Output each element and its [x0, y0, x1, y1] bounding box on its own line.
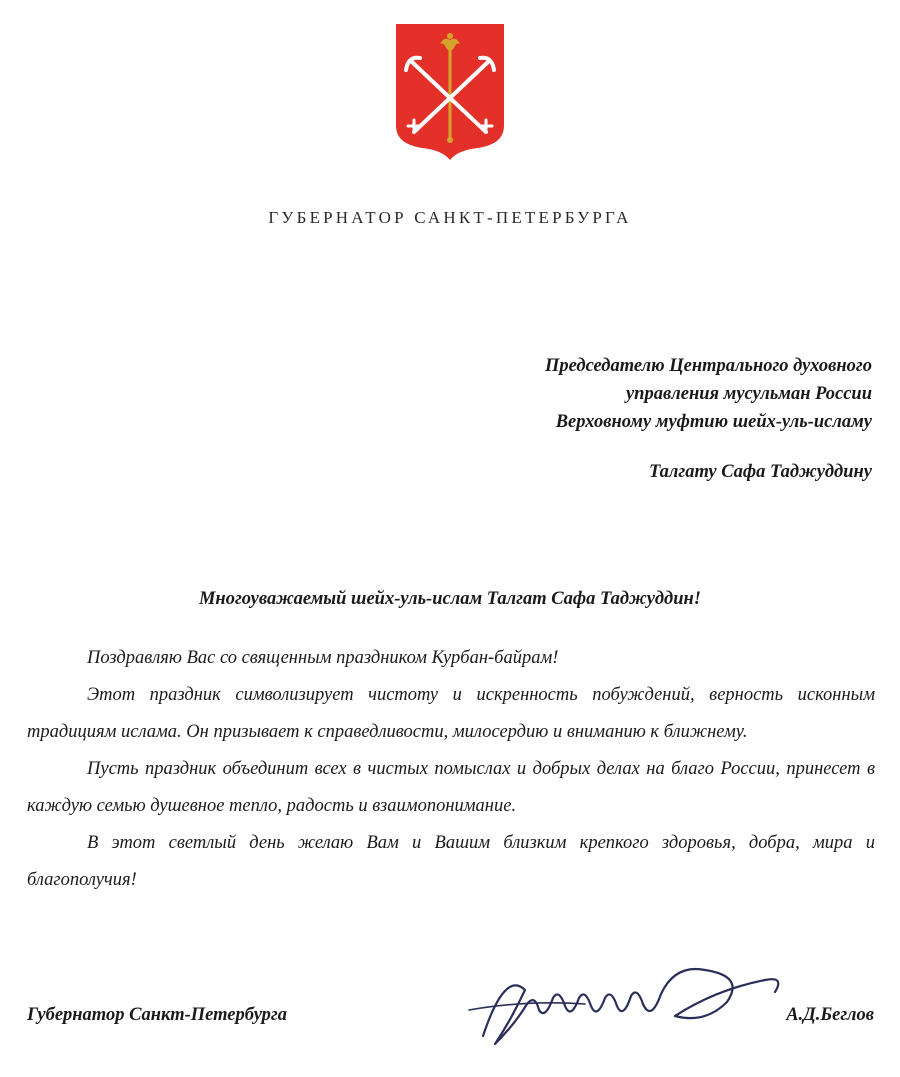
addressee-name: Талгату Сафа Таджуддину: [648, 462, 872, 482]
body-paragraph: Пусть праздник объединит всех в чистых помыслах и добрых делах на благо России, принесет в каждую семью душевное тепло, радость и взаимопонимание.: [27, 759, 875, 816]
signature-title: Губернатор Санкт-Петербурга: [27, 1005, 287, 1025]
coat-of-arms-icon: [394, 22, 506, 162]
addressee-line: Верховному муфтию шейх-уль-исламу: [555, 412, 872, 432]
spacer: [312, 436, 872, 458]
handwritten-signature: [465, 940, 795, 1060]
letterhead-title: ГУБЕРНАТОР САНКТ-ПЕТЕРБУРГА: [268, 208, 632, 227]
letter-body: [27, 640, 875, 899]
salutation: Многоуважаемый шейх-уль-ислам Талгат Сафа Таджуддин!: [198, 589, 701, 609]
body-paragraph: В этот светлый день желаю Вам и Вашим близким крепкого здоровья, добра, мира и благополучия!: [27, 833, 875, 890]
body-paragraph: Этот праздник символизирует чистоту и искренность побуждений, верность исконным традициям ислама. Он призывает к справедливости, милосердию и вниманию к ближнему.: [27, 685, 875, 742]
addressee-block: [312, 352, 872, 486]
signature-name: А.Д.Беглов: [786, 1005, 874, 1025]
addressee-line: Председателю Центрального духовного: [545, 356, 872, 376]
body-paragraph: Поздравляю Вас со священным праздником Курбан-байрам!: [87, 648, 559, 668]
addressee-line: управления мусульман России: [625, 384, 872, 404]
